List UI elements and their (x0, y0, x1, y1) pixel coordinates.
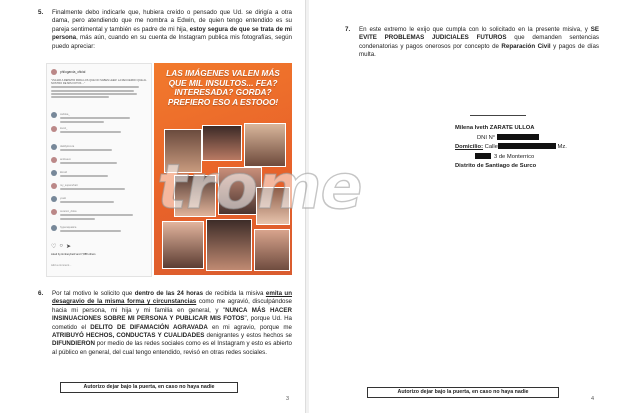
comment-item: loveit_ (51, 126, 147, 135)
redacted-block (475, 153, 491, 159)
photo (206, 219, 252, 271)
comment-item: hyperaquatica (51, 225, 147, 234)
share-icon[interactable]: ➤ (66, 244, 72, 250)
signature-line (470, 115, 526, 116)
document-page-4 (309, 0, 620, 413)
signer-name: Milena Iveth ZARATE ULLOA (455, 125, 535, 131)
post-caption: "VIAJAR A REPETIR PARA LOS QUE NO SABEN LEER: LA RECUERDO QUE AL NOSTRO DE MIS FOTOS ..." (51, 79, 147, 99)
page-number: 3 (286, 396, 290, 402)
photo (254, 229, 290, 271)
poster-caption: LAS IMÁGENES VALEN MÁS QUE MIL INSULTOS... FEA? INTERESADA? GORDA? PREFIERO ESO A ESTOOO! (166, 68, 280, 107)
comment-item: yuuki (51, 196, 147, 205)
signer-district: Distrito de Santiago de Surco (455, 163, 537, 169)
photo (162, 221, 204, 269)
comment-item: ceramic_dolce (51, 209, 147, 221)
photo (202, 125, 242, 161)
heart-icon[interactable]: ♡ (51, 244, 57, 250)
comment-item: carloka_ (51, 112, 147, 124)
signer-address-2: 3 de Monterrico (455, 153, 567, 163)
avatar (51, 69, 57, 75)
paragraph-5: Finalmente debo indicarle que, hubiera creído o pensado que Ud. se dirigía a otra dama, pero atendiendo que me nombra a Edwin, de quien tengo entendido es su pareja sentimental y también es padre de mi hija, estoy segura de que se trata de mi persona, más aún, cuando en su cuenta de Instagram publica mis fotografías, según puedo apreciar: (52, 9, 292, 50)
signer-dni: DNI N° (455, 134, 567, 144)
photo (164, 129, 202, 173)
liked-by: Liked by kimberybetif and 7,888 others (51, 253, 96, 256)
instagram-image-post (154, 63, 292, 275)
redacted-block (497, 134, 539, 140)
add-comment-field[interactable]: Add a comment... (51, 264, 72, 267)
delivery-note-box: Autorizo dejar bajo la puerta, en caso no haya nadie (60, 382, 238, 393)
watermark-logo: trome (151, 150, 369, 223)
document-page-3 (0, 0, 306, 413)
post-actions (51, 243, 71, 250)
post-username: philogarcia_oficial (60, 69, 86, 74)
photo (256, 187, 290, 225)
page-number: 4 (591, 396, 595, 402)
photo (244, 123, 286, 167)
paragraph-6: Por tal motivo le solicito que dentro de las 24 horas de recibida la misiva emita un desagravio de la misma forma y circunstancias como me agravió, disculpándose hacia mi persona, mi hija y mi familia en general, y "NUNCA MÁS HACER INSINUACIONES SOBRE MI PERSONA Y PUBLICAR MIS FOTOS", porque Ud. Ha cometido el DELITO DE DIFAMACIÓN AGRAVADA en mi agravio, porque me ATRIBUYÓ HECHOS, CONDUCTAS Y CUALIDADES denigrantes y estos hechos se DIFUNDIERON por medio de las redes sociales como es el Instagram y esto es abierto al público en general, del cual tengo entendido, revisó en otras redes sociales. (52, 290, 292, 356)
paragraph-7: En este extremo le exijo que cumpla con lo solicitado en la presente misiva, y SE EVITE PROBLEMAS JUDICIALES FUTUROS que demanden sentencias condenatorias y pagos onerosos por concepto de Reparación Civil y pagos de días multa. (359, 26, 600, 59)
signer-address: Domicilio: Calle Mz. (455, 144, 567, 150)
signature-block (455, 124, 567, 172)
comment-item: andreavo (51, 157, 147, 166)
post-header (51, 67, 147, 77)
delivery-note-box: Autorizo dejar bajo la puerta, en caso no haya nadie (367, 387, 559, 398)
comment-item: daddylocura (51, 144, 147, 153)
comment-item: my_superwhatt (51, 183, 147, 192)
paragraph-7-number: 7. (345, 26, 351, 33)
instagram-post-screenshot (46, 63, 152, 277)
photo (174, 175, 216, 217)
redacted-block (498, 143, 556, 149)
comment-icon[interactable]: ○ (59, 243, 64, 249)
comment-item: kkreid (51, 170, 147, 179)
paragraph-5-number: 5. (38, 9, 44, 16)
paragraph-6-number: 6. (38, 290, 44, 297)
